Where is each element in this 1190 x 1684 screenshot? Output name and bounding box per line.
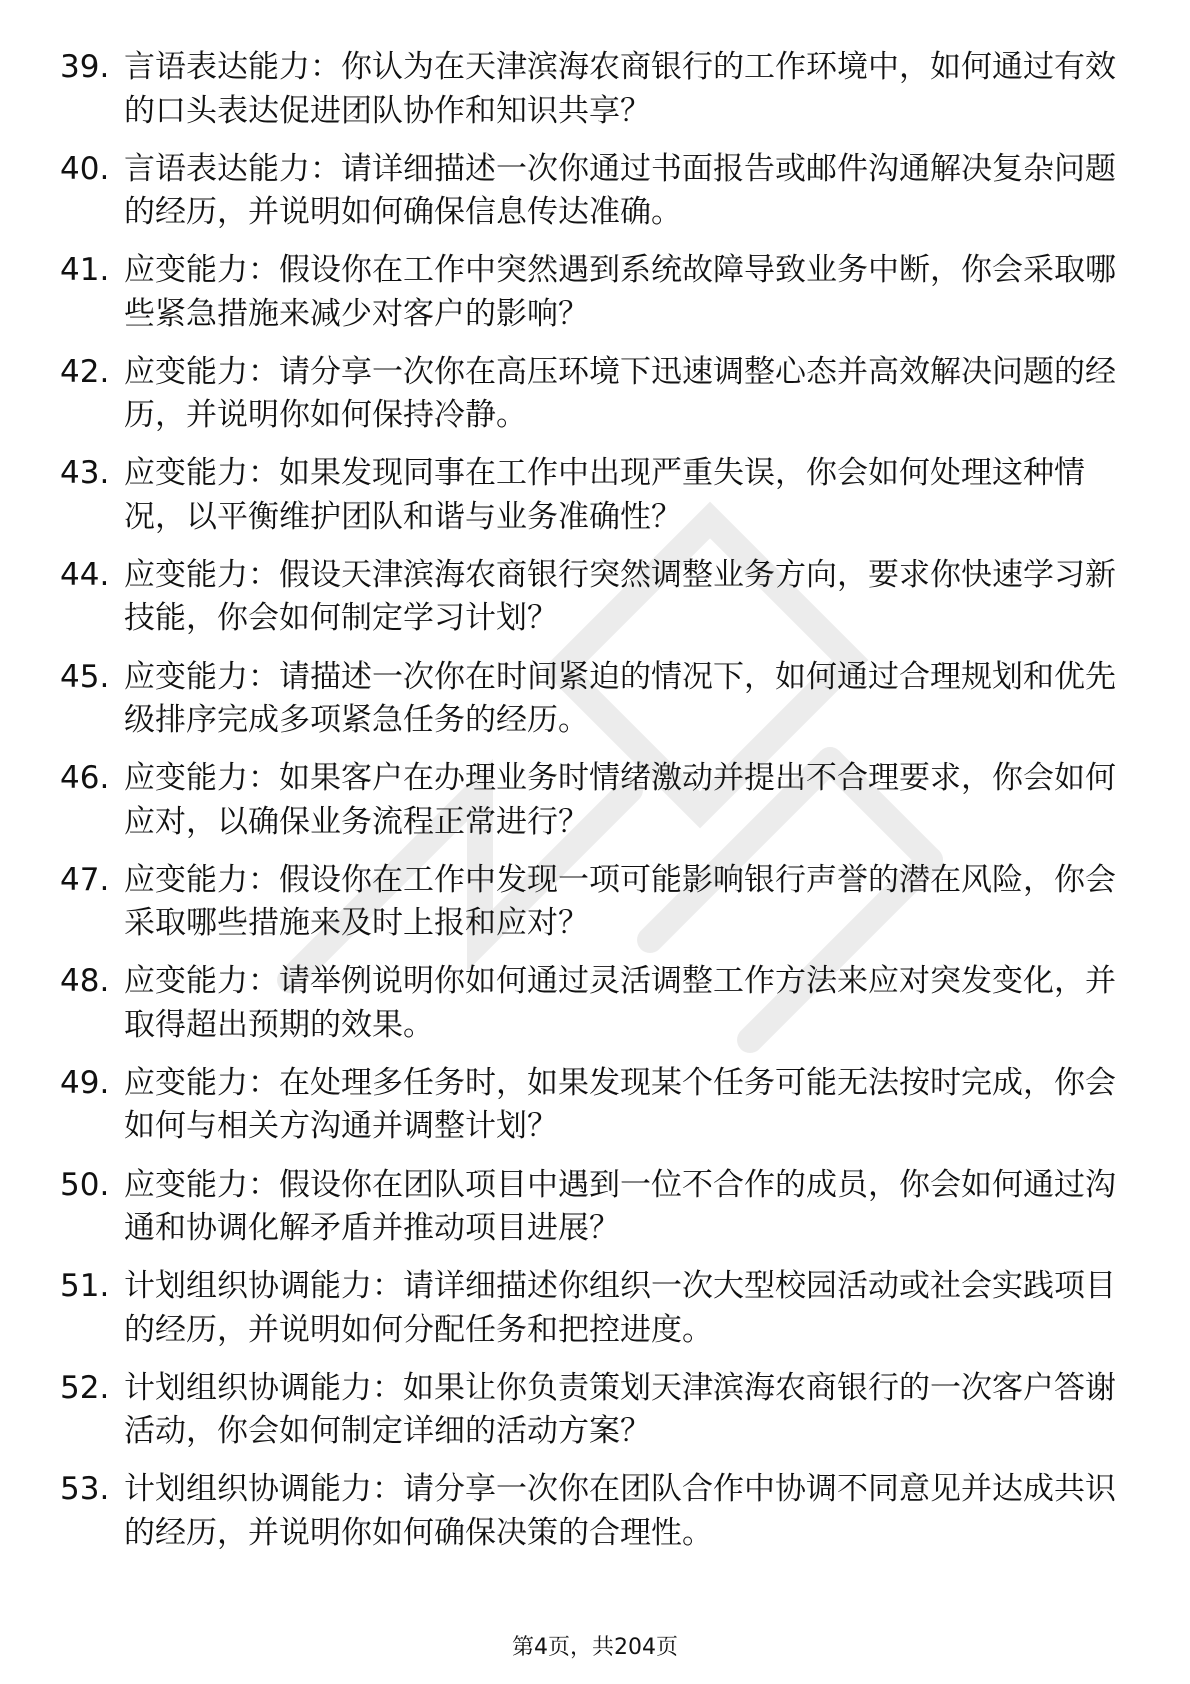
question-number: 46. — [60, 760, 110, 797]
question-item — [60, 1062, 1130, 1149]
question-number: 53. — [60, 1471, 110, 1508]
question-item — [60, 656, 1130, 743]
question-item — [60, 859, 1130, 946]
question-number: 41. — [60, 252, 110, 289]
question-number: 49. — [60, 1064, 110, 1101]
question-number: 44. — [60, 556, 110, 593]
question-text: 言语表达能力：请详细描述一次你通过书面报告或邮件沟通解决复杂问题的经历，并说明如何确保信息传达准确。 — [124, 150, 1116, 231]
question-text: 应变能力：假设你在工作中突然遇到系统故障导致业务中断，你会采取哪些紧急措施来减少对客户的影响？ — [124, 252, 1116, 332]
question-number: 51. — [60, 1268, 110, 1305]
question-number: 43. — [60, 455, 110, 492]
question-number: 48. — [60, 963, 110, 1000]
question-item — [60, 757, 1130, 844]
question-item — [60, 1164, 1130, 1251]
question-number: 52. — [60, 1369, 110, 1406]
question-item — [60, 1468, 1130, 1555]
question-item — [60, 960, 1130, 1047]
question-number: 45. — [60, 658, 110, 695]
question-text: 应变能力：在处理多任务时，如果发现某个任务可能无法按时完成，你会如何与相关方沟通并调整计划？ — [124, 1064, 1116, 1145]
question-item — [60, 1265, 1130, 1352]
question-item — [60, 46, 1130, 133]
question-list — [60, 46, 1130, 1570]
question-text: 计划组织协调能力：请分享一次你在团队合作中协调不同意见并达成共识的经历，并说明你如何确保决策的合理性。 — [124, 1471, 1116, 1551]
question-number: 42. — [60, 353, 110, 390]
question-text: 计划组织协调能力：如果让你负责策划天津滨海农商银行的一次客户答谢活动，你会如何制定详细的活动方案？ — [124, 1369, 1116, 1450]
question-number: 39. — [60, 49, 110, 85]
question-text: 应变能力：请分享一次你在高压环境下迅速调整心态并高效解决问题的经历，并说明你如何保持冷静。 — [124, 353, 1116, 434]
question-text: 应变能力：假设天津滨海农商银行突然调整业务方向，要求你快速学习新技能，你会如何制定学习计划？ — [124, 556, 1116, 637]
question-number: 50. — [60, 1166, 110, 1203]
question-item — [60, 554, 1130, 641]
question-text: 应变能力：如果发现同事在工作中出现严重失误，你会如何处理这种情况，以平衡维护团队和谐与业务准确性？ — [124, 455, 1085, 535]
question-text: 应变能力：如果客户在办理业务时情绪激动并提出不合理要求，你会如何应对，以确保业务流程正常进行？ — [124, 760, 1116, 840]
question-text: 应变能力：请举例说明你如何通过灵活调整工作方法来应对突发变化，并取得超出预期的效果。 — [124, 963, 1116, 1043]
question-text: 计划组织协调能力：请详细描述你组织一次大型校园活动或社会实践项目的经历，并说明如何分配任务和把控进度。 — [124, 1268, 1116, 1348]
question-text: 应变能力：请描述一次你在时间紧迫的情况下，如何通过合理规划和优先级排序完成多项紧急任务的经历。 — [124, 658, 1116, 739]
question-item — [60, 148, 1130, 235]
question-item — [60, 351, 1130, 438]
question-text: 应变能力：假设你在工作中发现一项可能影响银行声誉的潜在风险，你会采取哪些措施来及时上报和应对？ — [124, 861, 1116, 942]
question-item — [60, 249, 1130, 336]
question-text: 应变能力：假设你在团队项目中遇到一位不合作的成员，你会如何通过沟通和协调化解矛盾并推动项目进展？ — [124, 1166, 1116, 1247]
question-number: 40. — [60, 150, 110, 187]
question-text: 言语表达能力：你认为在天津滨海农商银行的工作环境中，如何通过有效的口头表达促进团队协作和知识共享？ — [124, 49, 1116, 129]
page-footer: 第4页，共204页 — [512, 1635, 678, 1660]
question-item — [60, 1367, 1130, 1454]
question-item — [60, 452, 1130, 539]
question-number: 47. — [60, 861, 110, 898]
